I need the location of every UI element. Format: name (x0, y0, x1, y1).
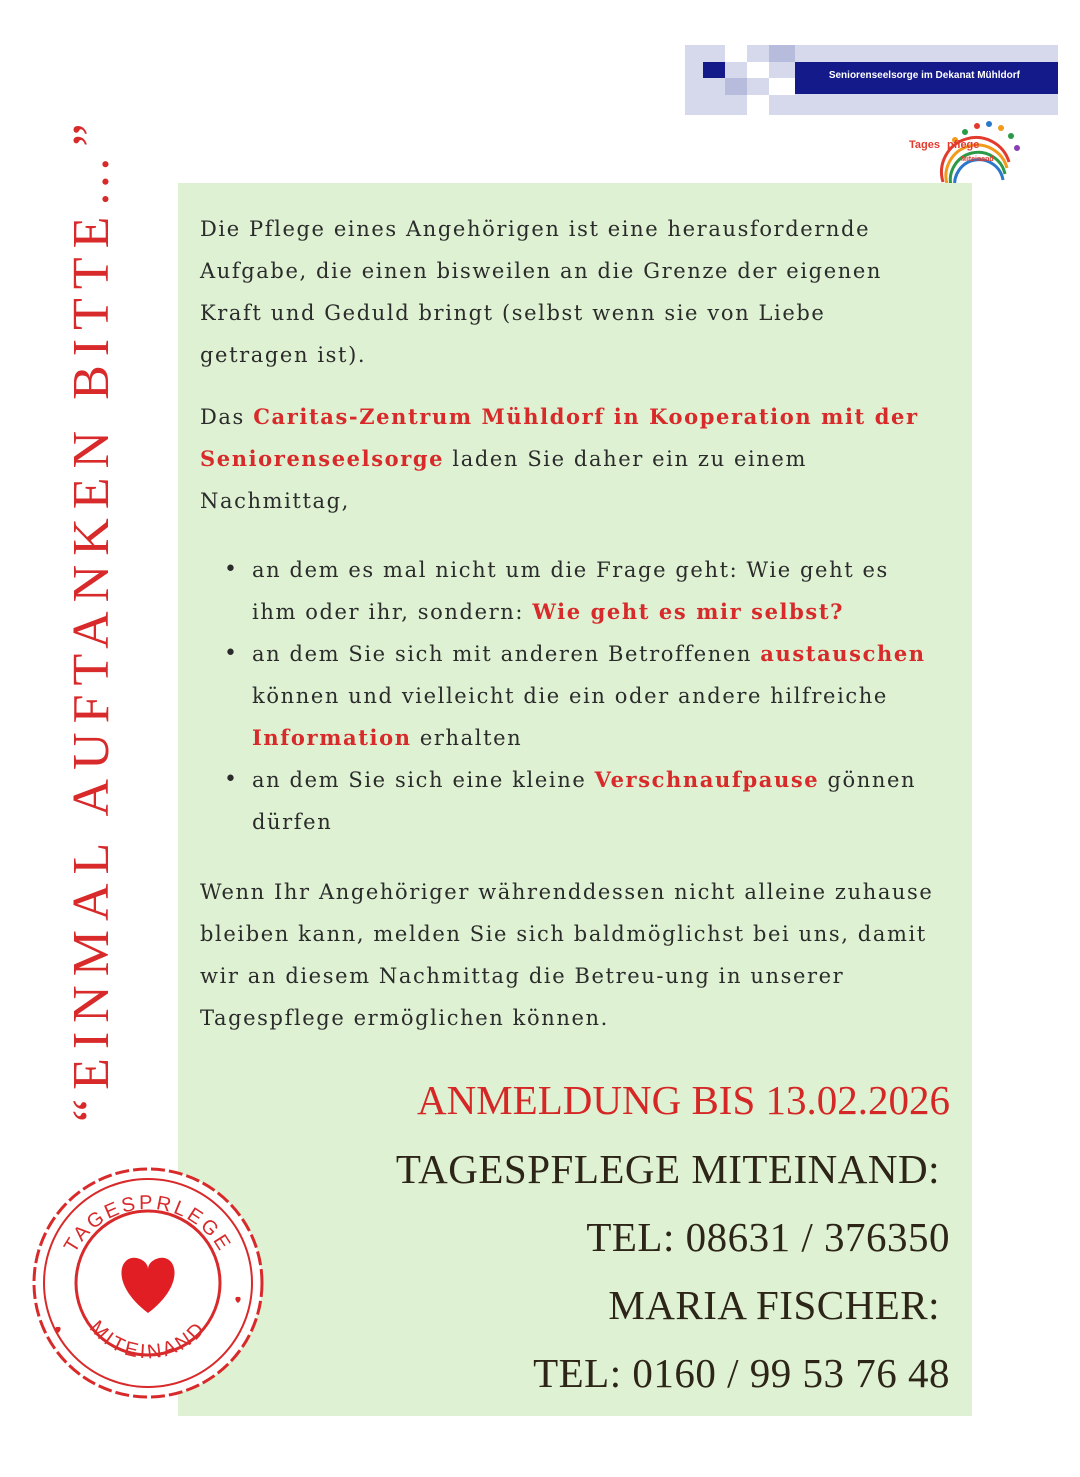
bullet-text: an dem es mal nicht um die Frage geht: Wie geht es ihm oder ihr, sondern: (252, 558, 889, 624)
banner-bar (795, 62, 1058, 94)
bullet-highlight: austauschen (760, 641, 926, 666)
bullet-highlight: Verschnaufpause (594, 767, 820, 792)
person-phone: TEL: 0160 / 99 53 76 48 (533, 1350, 950, 1396)
benefits-list (218, 549, 938, 843)
bullet-text: an dem Sie sich eine kleine (252, 768, 595, 792)
list-item (218, 549, 938, 633)
dekanat-banner (685, 45, 1058, 115)
bullet-text: gönnen dürfen (252, 768, 917, 834)
logo-word-miteinand: Miteinand (961, 156, 994, 163)
vertical-title: “EINMAL AUFTANKEN BITTE…” (63, 114, 120, 1122)
miteinand-stamp (28, 1163, 268, 1403)
bullet-highlight: Wie geht es mir selbst? (532, 599, 845, 624)
org-name: TAGESPFLEGE MITEINAND: (395, 1146, 940, 1192)
org-phone: TEL: 08631 / 376350 (586, 1214, 950, 1260)
invite-suffix: laden Sie daher ein zu einem Nachmittag, (200, 447, 807, 513)
banner-text: Seniorenseelsorge im Dekanat Mühldorf (828, 70, 1020, 81)
stamp-top-text: TAGESPRLEGE (60, 1191, 236, 1257)
list-item (218, 759, 938, 843)
bullet-highlight: Information (252, 725, 412, 750)
logo-word-tages: Tages (909, 139, 940, 151)
closing-paragraph: Wenn Ihr Angehöriger währenddessen nicht alleine zuhause bleiben kann, melden Sie sich baldmöglichst bei uns, damit wir an diesem Nachmittag die Betreu-ung in unserer Tagespflege ermöglichen können. (200, 880, 934, 1030)
stamp-bottom-text: MITEINAND (85, 1316, 211, 1364)
deadline: ANMELDUNG BIS 13.02.2026 (417, 1077, 950, 1123)
invite-paragraph (200, 396, 940, 522)
intro-paragraph: Die Pflege eines Angehörigen ist eine herausfordernde Aufgabe, die einen bisweilen an die Grenze der eigenen Kraft und Geduld bringt (selbst wenn sie von Liebe getragen ist). (200, 217, 882, 367)
bullet-text: können und vielleicht die ein oder andere hilfreiche (252, 684, 888, 708)
invite-highlight: Caritas-Zentrum Mühldorf in Kooperation mit der Seniorenseelsorge (200, 404, 919, 471)
invite-prefix: Das (200, 405, 254, 429)
list-item (218, 633, 938, 759)
logo-word-pflege: pflege (947, 139, 980, 151)
contact-person: MARIA FISCHER: (608, 1282, 940, 1328)
bullet-text: erhalten (411, 726, 523, 750)
bullet-text: an dem Sie sich mit anderen Betroffenen (252, 642, 761, 666)
